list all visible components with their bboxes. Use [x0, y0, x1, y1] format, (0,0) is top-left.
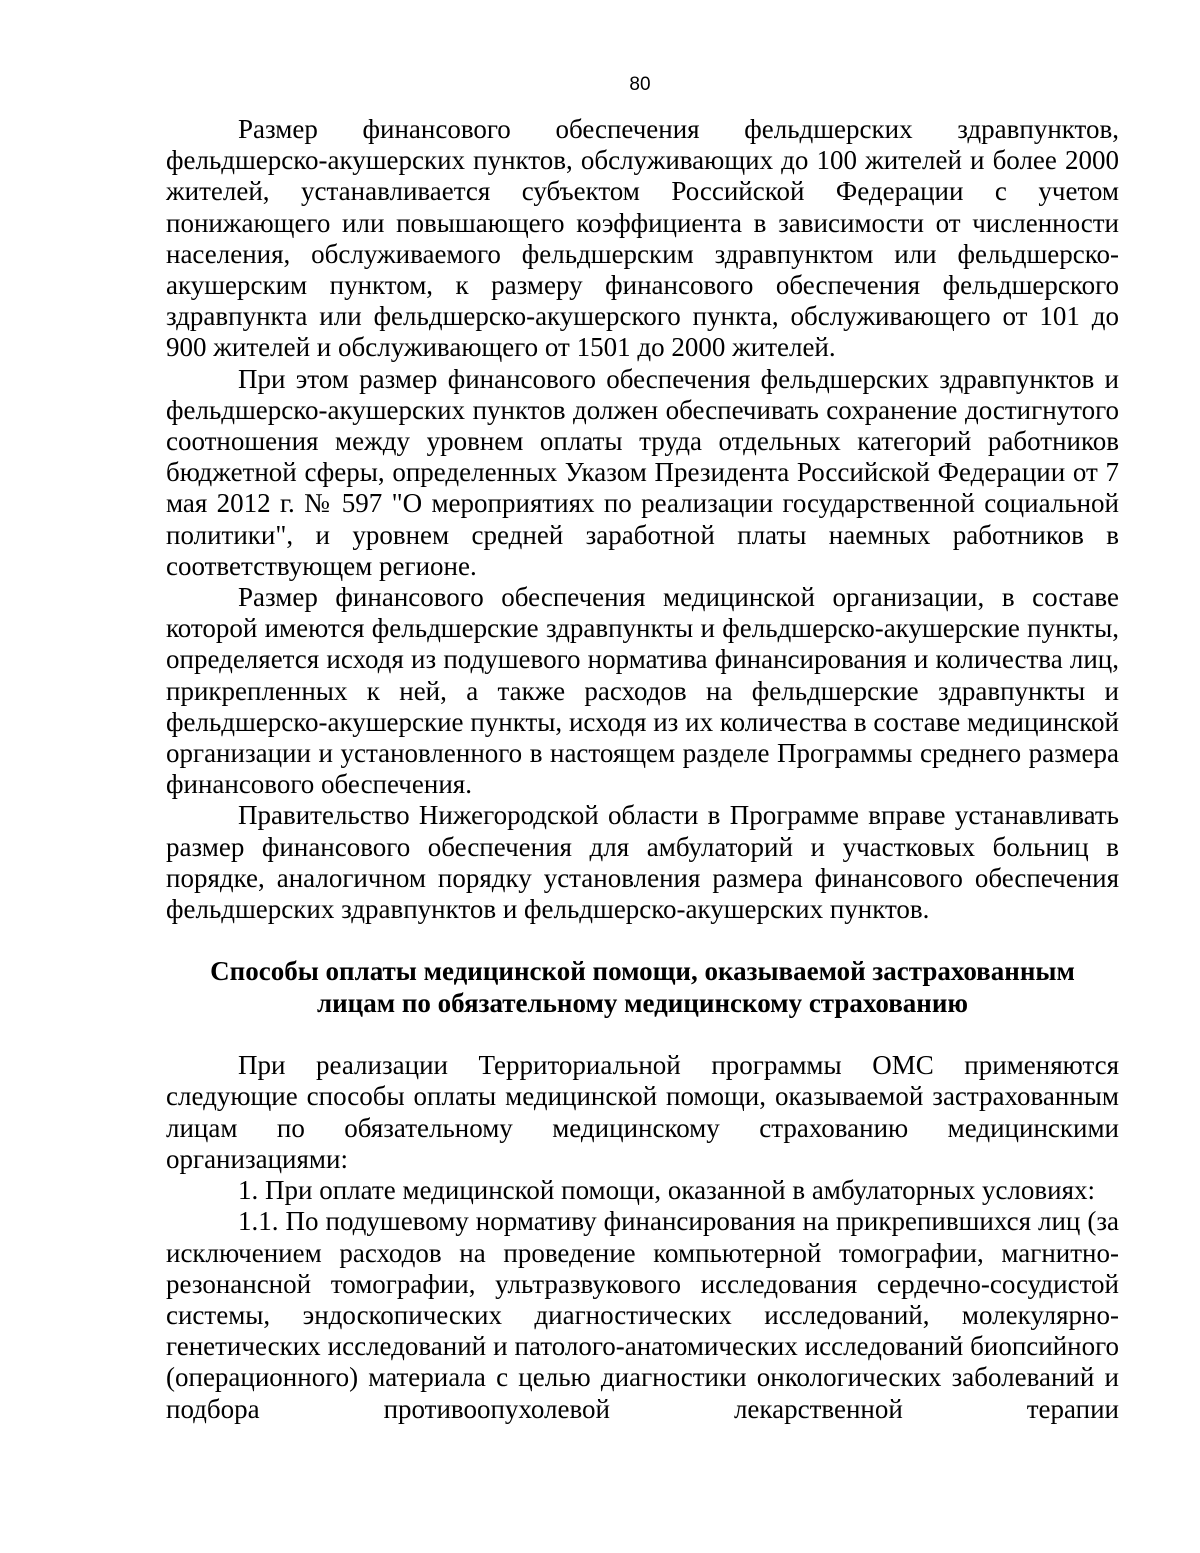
page-number: 80 — [629, 74, 651, 95]
document-body — [166, 114, 1119, 1425]
paragraph: При этом размер финансового обеспечения фельдшерских здравпунктов и фельдшерско-акушерских пунктов должен обеспечивать сохранение достигнутого соотношения между уровнем оплаты труда отдельных категорий работников бюджетной сферы, определенных Указом Президента Российской Федерации от 7 мая 2012 г. № 597 "О мероприятиях по реализации государственной социальной политики", и уровнем средней заработной платы наемных работников в соответствующем регионе. — [166, 363, 1119, 581]
list-item: 1.1. По подушевому нормативу финансирования на прикрепившихся лиц (за исключением расходов на проведение компьютерной томографии, магнитно-резонансной томографии, ультразвукового исследования сердечно-сосудистой системы, эндоскопических диагностических исследований, молекулярно-генетических исследований и патолого-анатомических исследований биопсийного (операционного) материала с целью диагностики онкологических заболеваний и подбора противоопухолевой лекарственной терапии — [166, 1206, 1119, 1424]
paragraph: Размер финансового обеспечения фельдшерских здравпунктов, фельдшерско-акушерских пунктов, обслуживающих до 100 жителей и более 2000 жителей, устанавливается субъектом Российской Федерации с учетом понижающего или повышающего коэффициента в зависимости от численности населения, обслуживаемого фельдшерским здравпунктом или фельдшерско-акушерским пунктом, к размеру финансового обеспечения фельдшерского здравпункта или фельдшерско-акушерского пункта, обслуживающего от 101 до 900 жителей и обслуживающего от 1501 до 2000 жителей. — [166, 114, 1119, 363]
section-heading-line: Способы оплаты медицинской помощи, оказываемой застрахованным — [210, 956, 1075, 987]
paragraph: Размер финансового обеспечения медицинской организации, в составе которой имеются фельдшерские здравпункты и фельдшерско-акушерские пункты, определяется исходя из подушевого норматива финансирования и количества лиц, прикрепленных к ней, а также расходов на фельдшерские здравпункты и фельдшерско-акушерские пункты, исходя из их количества в составе медицинской организации и установленного в настоящем разделе Программы среднего размера финансового обеспечения. — [166, 582, 1119, 800]
list-item: 1. При оплате медицинской помощи, оказанной в амбулаторных условиях: — [238, 1175, 1096, 1206]
paragraph: При реализации Территориальной программы ОМС применяются следующие способы оплаты медицинской помощи, оказываемой застрахованным лицам по обязательному медицинскому страхованию медицинскими организациями: — [166, 1050, 1119, 1174]
paragraph: Правительство Нижегородской области в Программе вправе устанавливать размер финансового обеспечения для амбулаторий и участковых больниц в порядке, аналогичном порядку установления размера финансового обеспечения фельдшерских здравпунктов и фельдшерско-акушерских пунктов. — [166, 800, 1119, 925]
section-heading — [166, 956, 1119, 1019]
section-heading-line: лицам по обязательному медицинскому страхованию — [316, 987, 969, 1018]
